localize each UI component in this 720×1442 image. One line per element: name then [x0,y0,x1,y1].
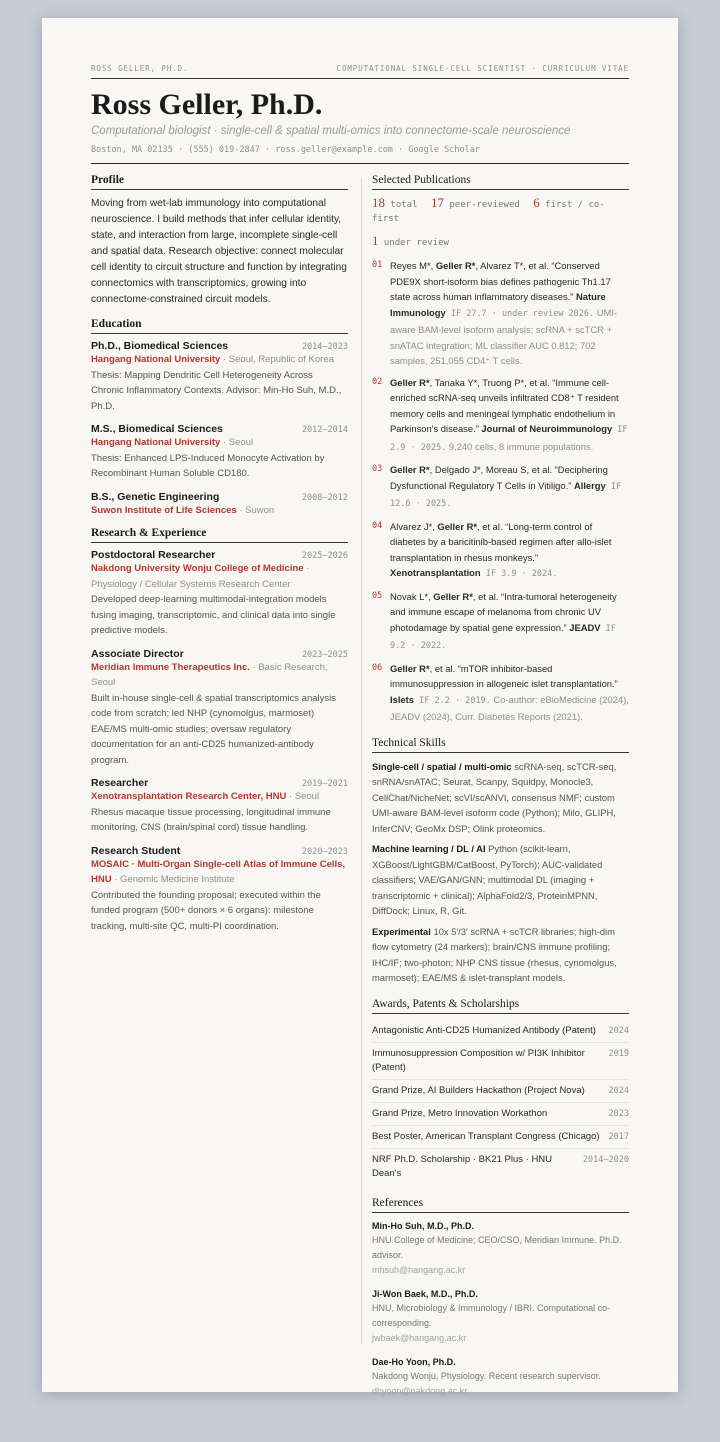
skills-list [372,759,629,986]
references-list [372,1219,629,1399]
publication-citation [390,589,629,655]
experience-org [91,857,348,888]
skill-label: Machine learning / DL / AI [372,843,486,854]
publication-stats [372,196,629,250]
publication-number: 02 [372,376,383,387]
education-heading: Education [91,318,348,334]
reference-name: Min-Ho Suh, M.D., Ph.D. [372,1220,474,1231]
top-line [91,64,629,79]
reference-description: Nakdong Wonju, Physiology. Recent research supervisor. [372,1370,601,1381]
org-name: MOSAIC · Multi-Organ Single-cell Atlas of Immune Cells, HNU [91,858,346,885]
stat-first-author: 6 first / co-first [372,195,605,224]
experience-row [91,777,348,789]
pub-journal: Journal of Neuroimmunology [481,423,613,434]
pub-note: UMI-aware BAM-level isoform analysis; scRNA + scTCR + snATAC integration; ML classifier AUC 0.812; 702 samples, 251,055 CD4⁺ T cells. [390,306,618,366]
org-name: Nakdong University Wonju College of Medicine [91,563,304,574]
experience-heading: Research & Experience [91,527,348,543]
publication-citation [390,519,629,583]
institution-name: Suwon Institute of Life Sciences [91,504,237,516]
pub-impact: IF 2.2 · 2019. [413,695,491,706]
org-location: · Physiology / Cellular Systems Research Center [91,563,310,590]
education-entry [91,423,348,482]
pub-authors-pre: Novak L*, [390,590,434,602]
cv-tagline: Computational biologist · single-cell & spatial multi-omics into connectome-scale neuroscience [91,125,571,137]
role-title: Postdoctoral Researcher [91,549,216,561]
awards-list [372,1020,629,1185]
experience-entry [91,648,348,769]
pub-journal: JEADV [569,621,601,633]
role-title: Associate Director [91,647,184,660]
experience-row [91,845,348,857]
role-title: Researcher [91,777,149,789]
experience-dates: 2023–2025 [301,649,348,660]
stat-under-review: 1 under review [372,233,449,248]
publication-citation [390,258,629,369]
org-location: · Seoul [286,791,320,802]
pub-impact: IF 3.9 · 2024. [480,569,558,579]
pub-self-author: Geller R* [390,376,430,388]
experience-dates: 2019–2021 [301,779,348,789]
publication-citation [390,661,629,725]
skill-text: 10x 5′/3′ scRNA + scTCR libraries; high-dim flow cytometry (24 markers); brain/CNS immune profiling; IHC/IF; two-photon; NHP CNS tissue (rhesus, cynomolgus, marmoset); EAE/MS & islet-transplant models. [372,925,617,983]
top-right-label: COMPUTATIONAL SINGLE-CELL SCIENTIST · CURRICULUM VITAE [336,64,629,73]
institution-name: Hangang National University [91,354,221,365]
reference-name: Dae-Ho Yoon, Ph.D. [372,1356,456,1367]
pub-self-author: Geller R* [390,464,430,475]
skill-label: Experimental [372,925,431,937]
experience-entry [91,777,348,836]
education-row [91,491,348,503]
reference-email: jwbaek@hangang.ac.kr [372,1332,467,1343]
degree-title: M.S., Biomedical Sciences [91,423,223,435]
profile-heading: Profile [91,174,348,190]
education-dates: 2012–2014 [301,425,348,435]
left-column [91,174,348,1408]
award-entry [372,1043,629,1080]
column-divider [361,178,362,1344]
award-year: 2024 [608,1025,629,1036]
skill-group [372,759,629,837]
pub-authors-title: , Alvarez T*, et al. “Conserved PDE9X short-isoform bias defines pathogenic Th1.17 state across human inflammatory diseases.” [390,260,611,302]
education-row [91,340,348,352]
experience-org [91,660,348,691]
institution-name: Hangang National University [91,437,221,448]
pub-authors-pre: Reyes M*, [390,260,436,271]
cv-name: Ross Geller, Ph.D. [91,88,323,121]
publication-entry [372,519,629,583]
institution-location: · Seoul [220,437,254,448]
reference-email: dhyoon@nakdong.ac.kr [372,1385,468,1396]
skills-heading: Technical Skills [372,737,629,753]
education-details: Thesis: Enhanced LPS-Induced Monocyte Activation by Recombinant Human Soluble CD180. [91,452,325,479]
stat-total: 18 total [372,195,418,210]
institution-location: · Suwon [236,504,275,516]
degree-title: B.S., Genetic Engineering [91,490,220,503]
reference-entry [372,1287,629,1346]
experience-list [91,549,348,934]
pub-self-author: Geller R* [435,260,476,271]
pub-authors-title: , Tanaka Y*, Truong P*, et al. “Immune cell-enriched scRNA-seq unveils infiltrated CD8⁺ T resident memory cells and meningeal lymphatic endothelium in Parkinson's disease.” [390,376,619,434]
award-name: Antagonistic Anti-CD25 Humanized Antibody (Patent) [372,1024,596,1036]
award-name: Grand Prize, AI Builders Hackathon (Project Nova) [372,1084,585,1096]
pub-authors-pre: Alvarez J*, [390,520,438,532]
experience-entry [91,845,348,935]
pub-self-author: Geller R* [390,662,430,674]
pub-note: 9,240 cells, 8 immune populations. [446,440,594,452]
profile-text: Moving from wet-lab immunology into computational neuroscience. I build methods that infer cellular identity, state, and interaction from large, incomplete single-cell and spatial data. Research objective: connect molecular cell identity to circuit structure and function by integrating connectomics with transcriptomics, growing into connectome-constrained circuit models. [91,198,347,305]
pub-authors-title: , et al. “Intra-tumoral heterogeneity and immune escape of melanoma from chronic UV photodamage by spatial gene expression.” [390,590,617,633]
education-list [91,340,348,518]
pub-impact: IF 2.9 · 2025. [390,425,628,453]
experience-dates: 2025–2026 [301,551,348,561]
education-entry [91,491,348,519]
reference-entry [372,1355,629,1399]
award-year: 2024 [608,1085,629,1096]
skill-text: Python (scikit-learn, XGBoost/LightGBM/CatBoost, PyTorch); AUC-validated classifiers; VAE/GAN/GNN; multimodal DL (imaging + transcriptomic + clinical); AlphaFold2/3, ProteinMPNN, DiffDock; Linux, R, Git. [372,843,603,916]
experience-dates: 2020–2023 [301,846,348,857]
award-year: 2014–2020 [582,1154,629,1165]
award-name: NRF Ph.D. Scholarship · BK21 Plus · HNU Dean's [372,1153,553,1179]
education-entry [91,340,348,414]
org-location: · Basic Research, Seoul [91,661,328,688]
contact-line: Boston, MA 02135 · (555) 019-2847 · ross.geller@example.com · Google Scholar [91,145,629,164]
pub-journal: Nature Immunology [390,291,606,318]
pub-journal: Allergy [573,479,606,491]
award-name: Grand Prize, Metro Innovation Workathon [372,1107,548,1119]
pub-impact: IF 12.6 · 2025. [390,481,622,509]
award-name: Immunosuppression Composition w/ PI3K Inhibitor (Patent) [372,1047,585,1073]
publication-list [372,258,629,725]
pub-self-author: Geller R* [437,520,478,532]
publication-citation [390,462,629,513]
publications-heading: Selected Publications [372,174,629,190]
reference-email: mhsuh@hangang.ac.kr [372,1264,466,1275]
education-institution [91,352,348,368]
pub-impact: IF 9.2 · 2022. [390,623,616,651]
experience-row [91,549,348,561]
publication-entry [372,661,629,725]
publication-entry [372,258,629,369]
skill-text: scRNA-seq, scTCR-seq, snRNA/snATAC; Seurat, Scanpy, Squidpy, Monocle3, CellChat/NicheNet; scVI/scANVI, consensus NMF; custom UMI-aware BAM-level isoform code (Python); Milo, GLIPH, InferCNV; GeoMx DSP; Olink proteomics. [372,760,617,834]
pub-authors-title: , Delgado J*, Moreau S, et al. “Deciphering Dysfunctional Regulatory T Cells in Vitiligo.” [390,464,608,491]
pub-self-author: Geller R* [433,590,473,602]
publication-citation [390,375,629,457]
org-location: · Genomic Medicine Institute [111,874,235,885]
education-institution [91,503,348,519]
award-entry [372,1103,629,1126]
education-details: Thesis: Mapping Dendritic Cell Heterogeneity Across Chronic Inflammatory Contexts. Advisor: Min-Ho Suh, M.D., Ph.D. [91,369,342,412]
publication-number: 03 [372,464,383,474]
publication-number: 01 [372,260,383,270]
pub-note: Co-author: eBioMedicine (2024), JEADV (2024), Curr. Diabetes Reports (2021). [390,693,629,722]
references-heading: References [372,1197,629,1213]
experience-description: Rhesus macaque tissue processing, longitudinal immune monitoring, CNS (brain/spinal cord) tissue handling. [91,806,331,833]
reference-description: HNU College of Medicine; CEO/CSO, Meridian Immune. Ph.D. advisor. [372,1234,622,1260]
publication-entry [372,375,629,457]
org-name: Meridian Immune Therapeutics Inc. [91,661,250,673]
experience-entry [91,549,348,639]
education-dates: 2008–2012 [301,492,348,503]
reference-entry [372,1219,629,1278]
awards-heading: Awards, Patents & Scholarships [372,998,629,1014]
experience-org [91,561,348,592]
skill-group [372,841,629,919]
institution-location: · Seoul, Republic of Korea [220,354,334,365]
experience-row [91,648,348,660]
publication-entry [372,462,629,513]
award-name: Best Poster, American Transplant Congress (Chicago) [372,1130,600,1142]
experience-description: Developed deep-learning multimodal-integration models fusing imaging, transcriptomic, and clinical data into single predictive models. [91,594,336,636]
degree-title: Ph.D., Biomedical Sciences [91,340,229,352]
cv-page [42,18,678,1396]
award-year: 2023 [608,1108,629,1119]
publication-number: 06 [372,662,383,673]
role-title: Research Student [91,844,181,857]
skill-label: Single-cell / spatial / multi-omic [372,760,512,772]
pub-authors-title: , et al. “Long-term control of diabetes by a baricitinib-based regimen after allo-islet transplantation in rhesus monkeys.” [390,520,612,563]
stat-peer-reviewed: 17 peer-reviewed [430,195,520,210]
reference-name: Ji-Won Baek, M.D., Ph.D. [372,1288,478,1299]
education-dates: 2014–2023 [301,342,348,352]
award-entry [372,1126,629,1149]
cv-columns [91,174,629,1408]
publication-entry [372,589,629,655]
award-year: 2017 [608,1131,629,1142]
top-left-label: ROSS GELLER, PH.D. [91,64,189,73]
org-name: Xenotransplantation Research Center, HNU [91,791,287,802]
award-entry [372,1020,629,1043]
publication-number: 05 [372,590,383,601]
publication-number: 04 [372,520,383,531]
award-year: 2019 [608,1048,629,1059]
experience-description: Contributed the founding proposal; executed within the funded program (500+ donors × 6 organs): milestone tracking, multi-site QC, multi-PI coordination. [91,889,321,932]
pub-journal: Islets [390,693,414,705]
right-column [372,174,629,1408]
education-row [91,423,348,435]
award-entry [372,1080,629,1103]
award-entry [372,1149,629,1185]
education-institution [91,435,348,451]
pub-journal: Xenotransplantation [390,567,481,578]
pub-authors-title: , et al. “mTOR inhibitor-based immunosuppression in allogeneic islet transplantation.” [390,662,618,689]
experience-description: Built in-house single-cell & spatial transcriptomics analysis code from scratch; led NHP (cynomolgus, marmoset) EAE/MS multi-omic studies; oversaw regulatory documentation for an anti-CD25 humanized-antibody program. [91,692,336,766]
pub-impact: IF 27.7 · under review 2026. [445,308,595,319]
skill-group [372,924,629,986]
experience-org [91,789,348,805]
reference-description: HNU, Microbiology & Immunology / IBRI. Computational co-corresponding. [372,1302,611,1328]
